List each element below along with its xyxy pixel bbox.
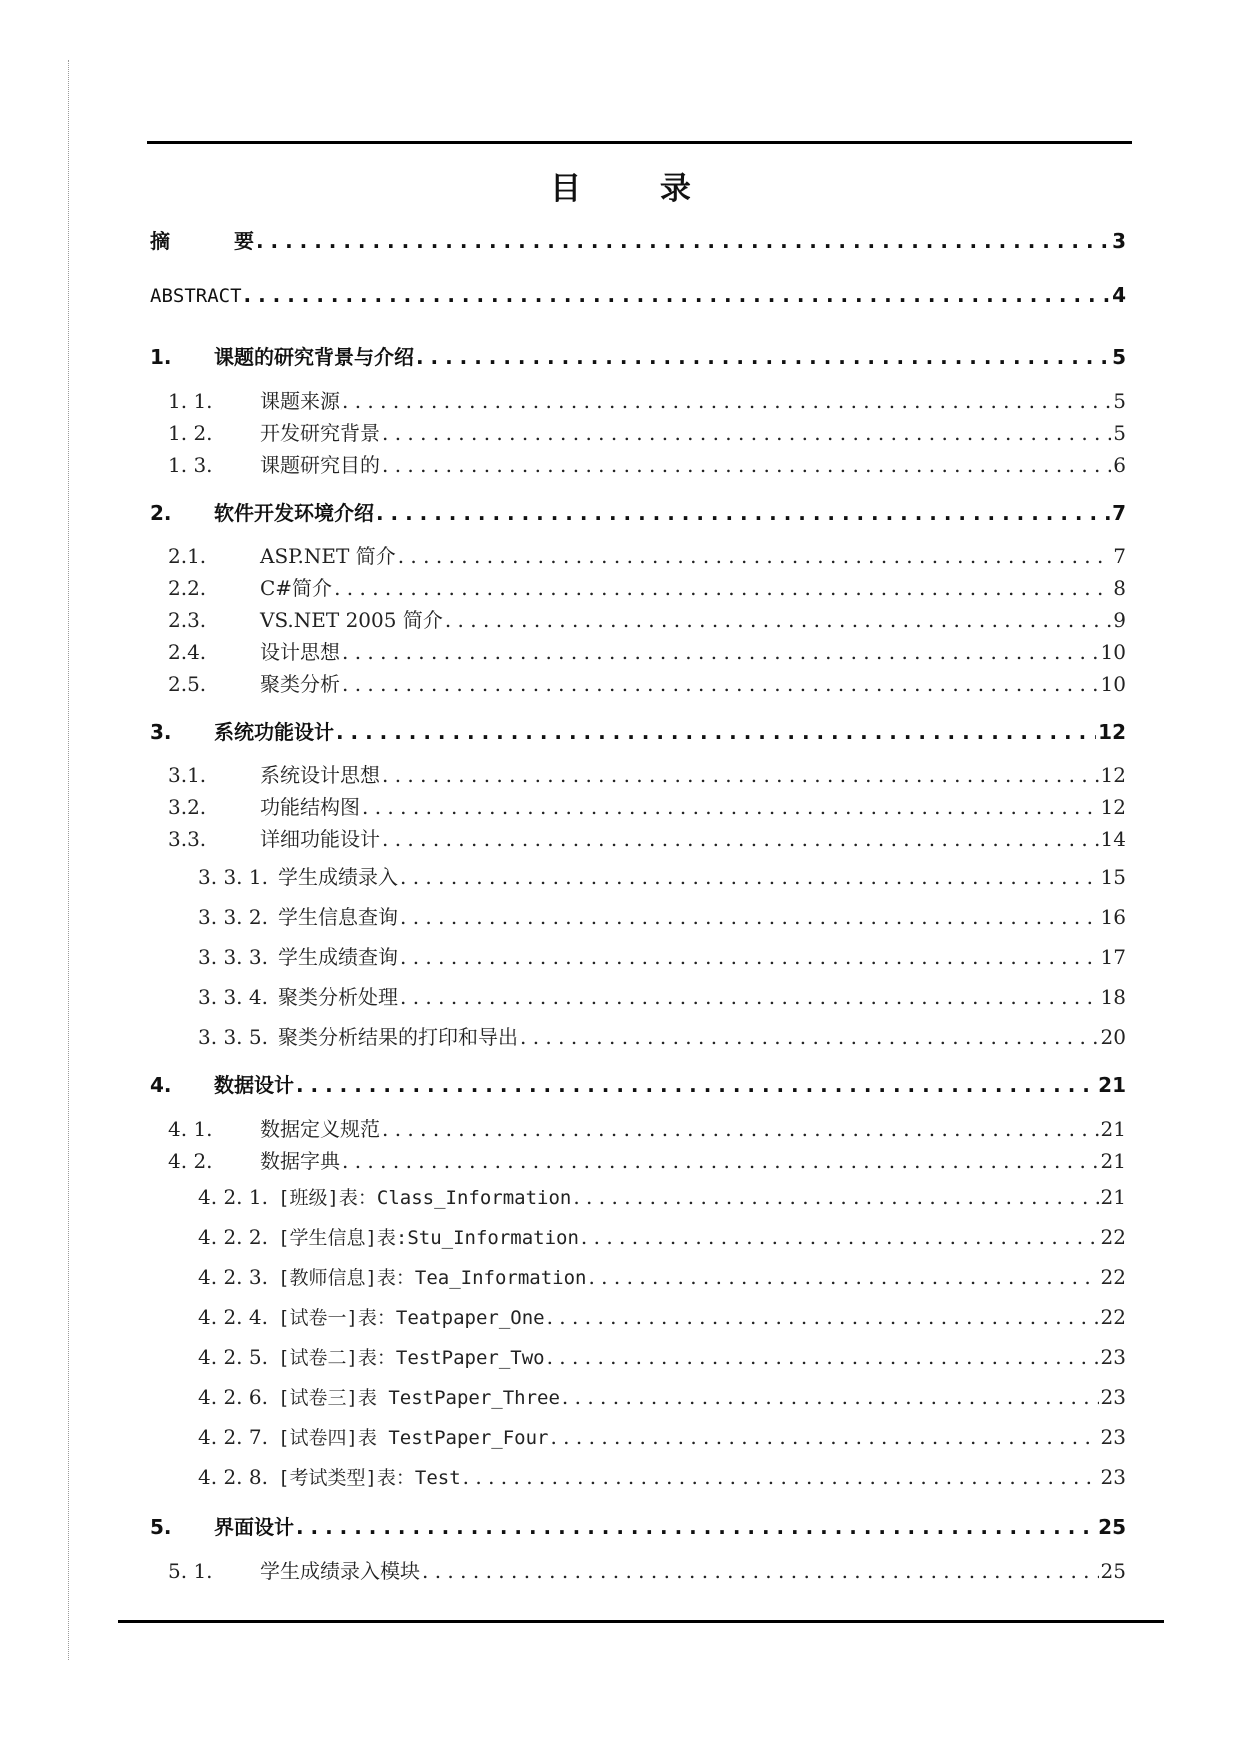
toc-entry[interactable] (168, 417, 1126, 446)
toc-entry[interactable] (198, 1383, 1126, 1410)
toc-page-number: 5 (1113, 389, 1126, 413)
toc-entry[interactable] (150, 716, 1126, 745)
toc-entry-title: [学生信息]表:Stu_Information (278, 1227, 579, 1249)
toc-entry-number: 1. 2. (168, 421, 213, 445)
toc-entry-number: 1. (150, 345, 172, 369)
toc-dot-leader (400, 985, 1099, 1009)
toc-entry-title: [试卷二]表：TestPaper_Two (278, 1347, 545, 1369)
toc-dot-leader (336, 720, 1096, 744)
toc-entry[interactable] (198, 861, 1126, 890)
toc-page-number: 12 (1100, 763, 1126, 787)
toc-entry-number: 3. 3. 2. (198, 905, 268, 929)
toc-page-number: 21 (1098, 1073, 1126, 1097)
toc-entry[interactable] (150, 1069, 1126, 1098)
toc-entry-title: 学生成绩查询 (278, 945, 398, 969)
toc-dot-leader (400, 865, 1099, 889)
toc-dot-leader (547, 1345, 1099, 1369)
toc-page-number: 3 (1112, 229, 1126, 253)
toc-dot-leader (400, 905, 1099, 929)
toc-dot-leader (520, 1025, 1099, 1049)
toc-page-number: 5 (1113, 421, 1126, 445)
toc-entry-title: [教师信息]表：Tea_Information (278, 1267, 587, 1289)
toc-entry-number: 3. 3. 4. (198, 985, 268, 1009)
toc-entry[interactable] (168, 385, 1126, 414)
toc-dot-leader (342, 672, 1099, 696)
toc-page-number: 21 (1100, 1185, 1126, 1209)
toc-entry-number: 1. 1. (168, 389, 213, 413)
toc-entry-number: 4. (150, 1073, 172, 1097)
toc-entry-title: 要 (234, 229, 254, 253)
toc-entry[interactable] (198, 1021, 1126, 1050)
toc-dot-leader (573, 1185, 1098, 1209)
toc-entry-number: 4. 2. 7. (198, 1425, 268, 1449)
toc-entry-number: 4. 2. (168, 1149, 213, 1173)
toc-entry[interactable] (198, 901, 1126, 930)
toc-entry[interactable] (168, 604, 1126, 633)
toc-entry[interactable] (198, 1223, 1126, 1250)
toc-entry-title: 功能结构图 (260, 795, 360, 819)
toc-entry-title: ABSTRACT (150, 285, 242, 307)
toc-dot-leader (550, 1425, 1098, 1449)
footer-rule (118, 1620, 1164, 1623)
toc-entry-title: [班级]表：Class_Information (278, 1187, 572, 1209)
toc-dot-leader (422, 1559, 1099, 1583)
toc-entry[interactable] (198, 1183, 1126, 1210)
toc-entry-title: C#简介 (260, 576, 333, 600)
toc-entry-number: 3.2. (168, 795, 207, 819)
toc-entry-number: 4. 2. 4. (198, 1305, 268, 1329)
toc-entry-title: 学生成绩录入 (278, 865, 398, 889)
toc-page-number: 23 (1100, 1425, 1126, 1449)
toc-entry-title: 聚类分析结果的打印和导出 (278, 1025, 518, 1049)
toc-entry[interactable] (150, 283, 1126, 307)
toc-entry-number: 摘 (150, 229, 170, 253)
toc-entry-number: 3.3. (168, 827, 207, 851)
toc-dot-leader (376, 501, 1110, 525)
binding-margin-line (68, 60, 69, 1660)
toc-page-number: 10 (1100, 640, 1126, 664)
toc-page-number: 6 (1113, 453, 1126, 477)
toc-dot-leader (382, 453, 1111, 477)
toc-entry-number: 2.3. (168, 608, 207, 632)
toc-entry[interactable] (198, 1343, 1126, 1370)
toc-entry-title: 界面设计 (214, 1515, 294, 1539)
toc-entry-number: 4. 2. 5. (198, 1345, 268, 1369)
toc-entry-title: 系统设计思想 (260, 763, 380, 787)
toc-entry-number: 4. 2. 3. (198, 1265, 268, 1289)
toc-entry-number: 2.2. (168, 576, 207, 600)
toc-page-number: 16 (1100, 905, 1126, 929)
toc-page-number: 21 (1100, 1117, 1126, 1141)
toc-entry-title: [试卷三]表 TestPaper_Three (278, 1387, 560, 1409)
toc-dot-leader (296, 1073, 1096, 1097)
toc-entry[interactable] (198, 1463, 1126, 1490)
toc-entry-number: 2.5. (168, 672, 207, 696)
toc-page-number: 22 (1100, 1305, 1126, 1329)
toc-page-number: 22 (1100, 1265, 1126, 1289)
toc-dot-leader (256, 229, 1110, 253)
toc-entry-title: 学生成绩录入模块 (260, 1559, 420, 1583)
toc-entry[interactable] (168, 636, 1126, 665)
toc-entry[interactable] (198, 1263, 1126, 1290)
toc-page-number: 5 (1112, 345, 1126, 369)
toc-dot-leader (382, 421, 1111, 445)
toc-entry-number: 3. 3. 3. (198, 945, 268, 969)
toc-entry[interactable] (168, 449, 1126, 478)
toc-page-number: 15 (1100, 865, 1126, 889)
toc-page-number: 25 (1100, 1559, 1126, 1583)
toc-dot-leader (398, 544, 1112, 568)
toc-entry-title: 设计思想 (260, 640, 340, 664)
toc-dot-leader (588, 1265, 1098, 1289)
toc-entry-number: 4. 2. 6. (198, 1385, 268, 1409)
toc-entry[interactable] (168, 540, 1126, 569)
toc-entry[interactable] (150, 225, 1126, 254)
toc-entry-title: ASP.NET 简介 (260, 544, 396, 568)
toc-entry-title: 课题的研究背景与介绍 (214, 345, 414, 369)
toc-entry-title: 聚类分析处理 (278, 985, 398, 1009)
toc-dot-leader (562, 1385, 1099, 1409)
toc-page-number: 4 (1112, 283, 1126, 307)
toc-page-number: 7 (1113, 544, 1126, 568)
toc-dot-leader (547, 1305, 1099, 1329)
toc-page-number: 23 (1100, 1385, 1126, 1409)
toc-entry-number: 4. 2. 1. (198, 1185, 268, 1209)
toc-page-number: 9 (1113, 608, 1126, 632)
toc-page-number: 17 (1100, 945, 1126, 969)
toc-dot-leader (445, 608, 1111, 632)
toc-entry-number: 3. (150, 720, 172, 744)
toc-page-number: 10 (1100, 672, 1126, 696)
toc-page-number: 23 (1100, 1345, 1126, 1369)
toc-entry-title: VS.NET 2005 简介 (260, 608, 443, 632)
toc-dot-leader (342, 640, 1099, 664)
toc-page-number: 25 (1098, 1515, 1126, 1539)
toc-entry[interactable] (150, 341, 1126, 370)
toc-entry[interactable] (168, 1113, 1126, 1142)
toc-entry-number: 4. 2. 8. (198, 1465, 268, 1489)
toc-entry-title: 详细功能设计 (260, 827, 380, 851)
toc-entry-title: [考试类型]表：Test (278, 1467, 461, 1489)
toc-dot-leader (362, 795, 1099, 819)
toc-page-number: 12 (1100, 795, 1126, 819)
toc-entry-title: 数据定义规范 (260, 1117, 380, 1141)
toc-dot-leader (296, 1515, 1096, 1539)
toc-entry[interactable] (198, 1303, 1126, 1330)
toc-entry-title: 开发研究背景 (260, 421, 380, 445)
toc-entry-number: 3.1. (168, 763, 207, 787)
toc-entry-number: 1. 3. (168, 453, 213, 477)
toc-dot-leader (581, 1225, 1099, 1249)
toc-dot-leader (342, 1149, 1099, 1173)
toc-entry-number: 5. (150, 1515, 172, 1539)
toc-entry-number: 3. 3. 1. (198, 865, 268, 889)
toc-dot-leader (382, 827, 1099, 851)
toc-page-number: 14 (1100, 827, 1126, 851)
toc-entry-number: 5. 1. (168, 1559, 213, 1583)
toc-entry-title: 课题研究目的 (260, 453, 380, 477)
toc-entry-title: [试卷一]表：Teatpaper_One (278, 1307, 545, 1329)
toc-entry[interactable] (198, 981, 1126, 1010)
toc-entry[interactable] (198, 941, 1126, 970)
toc-entry[interactable] (168, 791, 1126, 820)
toc-entry[interactable] (168, 1145, 1126, 1174)
toc-entry[interactable] (168, 759, 1126, 788)
toc-page-number: 20 (1100, 1025, 1126, 1049)
toc-entry-title: [试卷四]表 TestPaper_Four (278, 1427, 549, 1449)
toc-page-number: 8 (1113, 576, 1126, 600)
toc-page-number: 7 (1112, 501, 1126, 525)
toc-entry-title: 聚类分析 (260, 672, 340, 696)
toc-dot-leader (382, 1117, 1099, 1141)
page-title: 目 录 (550, 171, 725, 207)
toc-entry-number: 2. (150, 501, 172, 525)
toc-entry[interactable] (168, 572, 1126, 601)
toc-dot-leader (382, 763, 1099, 787)
toc-page-number: 21 (1100, 1149, 1126, 1173)
toc-entry-number: 2.1. (168, 544, 207, 568)
toc-entry-number: 3. 3. 5. (198, 1025, 268, 1049)
toc-entry-title: 学生信息查询 (278, 905, 398, 929)
toc-page-number: 18 (1100, 985, 1126, 1009)
toc-page-number: 23 (1100, 1465, 1126, 1489)
toc-entry[interactable] (168, 1555, 1126, 1584)
toc-entry-number: 4. 1. (168, 1117, 213, 1141)
toc-page-number: 22 (1100, 1225, 1126, 1249)
toc-entry[interactable] (198, 1423, 1126, 1450)
toc-entry-title: 数据设计 (214, 1073, 294, 1097)
toc-dot-leader (342, 389, 1111, 413)
toc-dot-leader (463, 1465, 1099, 1489)
toc-entry-title: 数据字典 (260, 1149, 340, 1173)
toc-entry[interactable] (168, 668, 1126, 697)
toc-dot-leader (244, 283, 1111, 307)
toc-entry[interactable] (150, 1511, 1126, 1540)
toc-page-number: 12 (1098, 720, 1126, 744)
toc-entry[interactable] (150, 497, 1126, 526)
toc-dot-leader (334, 576, 1111, 600)
toc-entry-title: 系统功能设计 (214, 720, 334, 744)
toc-dot-leader (416, 345, 1110, 369)
toc-entry-title: 课题来源 (260, 389, 340, 413)
toc-entry-number: 2.4. (168, 640, 207, 664)
toc-dot-leader (400, 945, 1099, 969)
header-rule (147, 141, 1132, 144)
toc-entry-title: 软件开发环境介绍 (214, 501, 374, 525)
toc-entry-number: 4. 2. 2. (198, 1225, 268, 1249)
toc-entry[interactable] (168, 823, 1126, 852)
